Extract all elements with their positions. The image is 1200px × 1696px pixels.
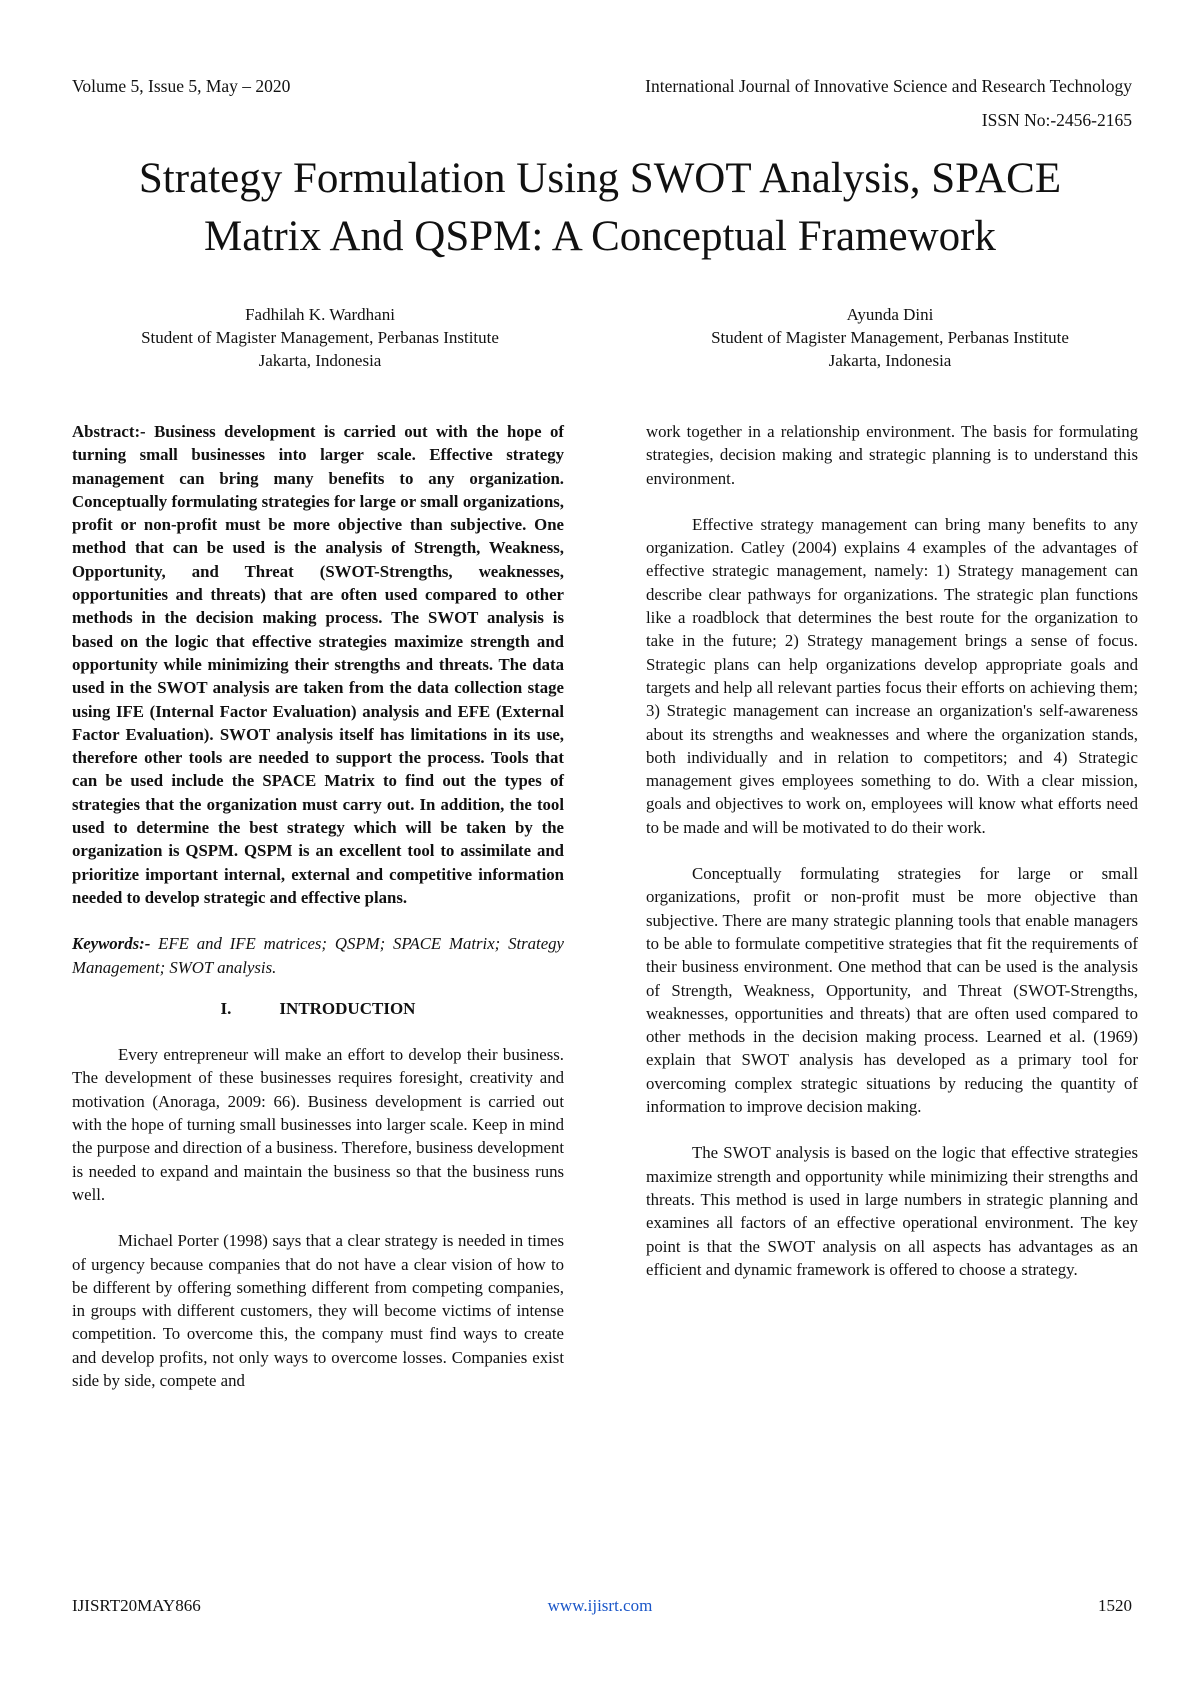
keywords	[72, 932, 564, 979]
section-title: INTRODUCTION	[279, 998, 416, 1018]
paper-title	[60, 150, 1140, 266]
body-paragraph: Effective strategy management can bring many benefits to any organization. Catley (2004) explains 4 examples of the advantages of effective strategic management, namely: 1) Strategy management can describe clear pathways for organizations. The strategic plan functions like a roadblock that determines the best route for the organization to take in the future; 2) Strategy management brings a sense of focus. Strategic plans can help organizations develop appropriate goals and targets and help all relevant parties focus their efforts on achieving them; 3) Strategic management can increase an organization's self-awareness about its strengths and weaknesses and where the organization stands, both individually and in relation to competitors; and 4) Strategic management gives employees something to do. With a clear mission, goals and objectives to work on, employees will know what efforts need to be made and will be motivated to do their work.	[646, 514, 1138, 837]
author-block-2	[660, 303, 1120, 372]
abstract: Abstract:- Business development is carried out with the hope of turning small businesses into larger scale. Effective strategy management can bring many benefits to any organization. Conceptually formulating strategies for large or small organizations, profit or non-profit must be more objective than subjective. One method that can be used is the analysis of Strength, Weakness, Opportunity, and Threat (SWOT-Strengths, weaknesses, opportunities and threats) that are often used compared to other methods in the decision making process. The SWOT analysis is based on the logic that effective strategies maximize strength and opportunity while minimizing their strengths and threats. The data used in the SWOT analysis are taken from the data collection stage using IFE (Internal Factor Evaluation) analysis and EFE (External Factor Evaluation). SWOT analysis itself has limitations in its use, therefore other tools are needed to support the process. Tools that can be used include the SPACE Matrix to find out the types of strategies that the organization must carry out. In addition, the tool used to determine the best strategy which will be taken by the organization is QSPM. QSPM is an excellent tool to assimilate and prioritize important internal, external and competitive information needed to develop strategic and effective plans.	[72, 422, 564, 907]
issn: ISSN No:-2456-2165	[981, 110, 1132, 130]
author-affiliation: Student of Magister Management, Perbanas Institute	[711, 328, 1069, 347]
journal-url-link[interactable]: www.ijisrt.com	[547, 1596, 653, 1615]
right-column	[646, 420, 1138, 1281]
author-location: Jakarta, Indonesia	[258, 351, 382, 370]
body-paragraph: Conceptually formulating strategies for large or small organizations, profit or non-profit must be more objective than subjective. There are many strategic planning tools that enable managers to be able to formulate competitive strategies that fit the requirements of their business environment. One method that can be used is the analysis of Strength, Weakness, Opportunity, and Threat (SWOT-Strengths, weaknesses, opportunities and threats) that are often used compared to other methods in the decision making process. Learned et al. (1969) explain that SWOT analysis has developed as a primary tool for overcoming complex strategic situations by reducing the quantity of information to improve decision making.	[646, 864, 1138, 1117]
author-name: Ayunda Dini	[846, 305, 934, 324]
keywords-text: EFE and IFE matrices; QSPM; SPACE Matrix; Strategy Management; SWOT analysis.	[72, 934, 564, 977]
body-paragraph: The SWOT analysis is based on the logic that effective strategies maximize strength and opportunity while minimizing their strengths and threats. This method is used in large numbers in strategic planning and examines all factors of an effective operational environment. The key point is that the SWOT analysis on all aspects has advantages as an efficient and dynamic framework is offered to choose a strategy.	[646, 1143, 1138, 1279]
left-column	[72, 420, 564, 1392]
section-heading	[72, 997, 564, 1020]
author-block-1	[90, 303, 550, 372]
paper-id: IJISRT20MAY866	[72, 1596, 201, 1615]
author-location: Jakarta, Indonesia	[828, 351, 952, 370]
title-line-2: Matrix And QSPM: A Conceptual Framework	[204, 213, 996, 260]
body-paragraph: Every entrepreneur will make an effort to develop their business. The development of these businesses requires foresight, creativity and motivation (Anoraga, 2009: 66). Business development is carried out with the hope of turning small businesses into larger scale. Keep in mind the purpose and direction of a business. Therefore, business development is needed to expand and maintain the business so that the business runs well.	[72, 1045, 564, 1204]
keywords-label: Keywords:-	[72, 934, 151, 954]
author-name: Fadhilah K. Wardhani	[245, 305, 395, 324]
body-paragraph-continued: work together in a relationship environment. The basis for formulating strategies, decision making and strategic planning is to understand this environment.	[646, 422, 1138, 488]
volume-issue: Volume 5, Issue 5, May – 2020	[72, 76, 291, 96]
section-number: I.	[220, 998, 232, 1018]
body-paragraph: Michael Porter (1998) says that a clear strategy is needed in times of urgency because companies that do not have a clear vision of how to be different by offering something different from competing companies, in groups with different customers, they will become victims of intense competition. To overcome this, the company must find ways to create and develop profits, not only ways to overcome losses. Companies exist side by side, compete and	[72, 1231, 564, 1390]
title-line-1: Strategy Formulation Using SWOT Analysis, SPACE	[138, 155, 1062, 202]
journal-name: International Journal of Innovative Science and Research Technology	[645, 76, 1132, 96]
author-affiliation: Student of Magister Management, Perbanas Institute	[141, 328, 499, 347]
page-number: 1520	[1098, 1596, 1132, 1615]
